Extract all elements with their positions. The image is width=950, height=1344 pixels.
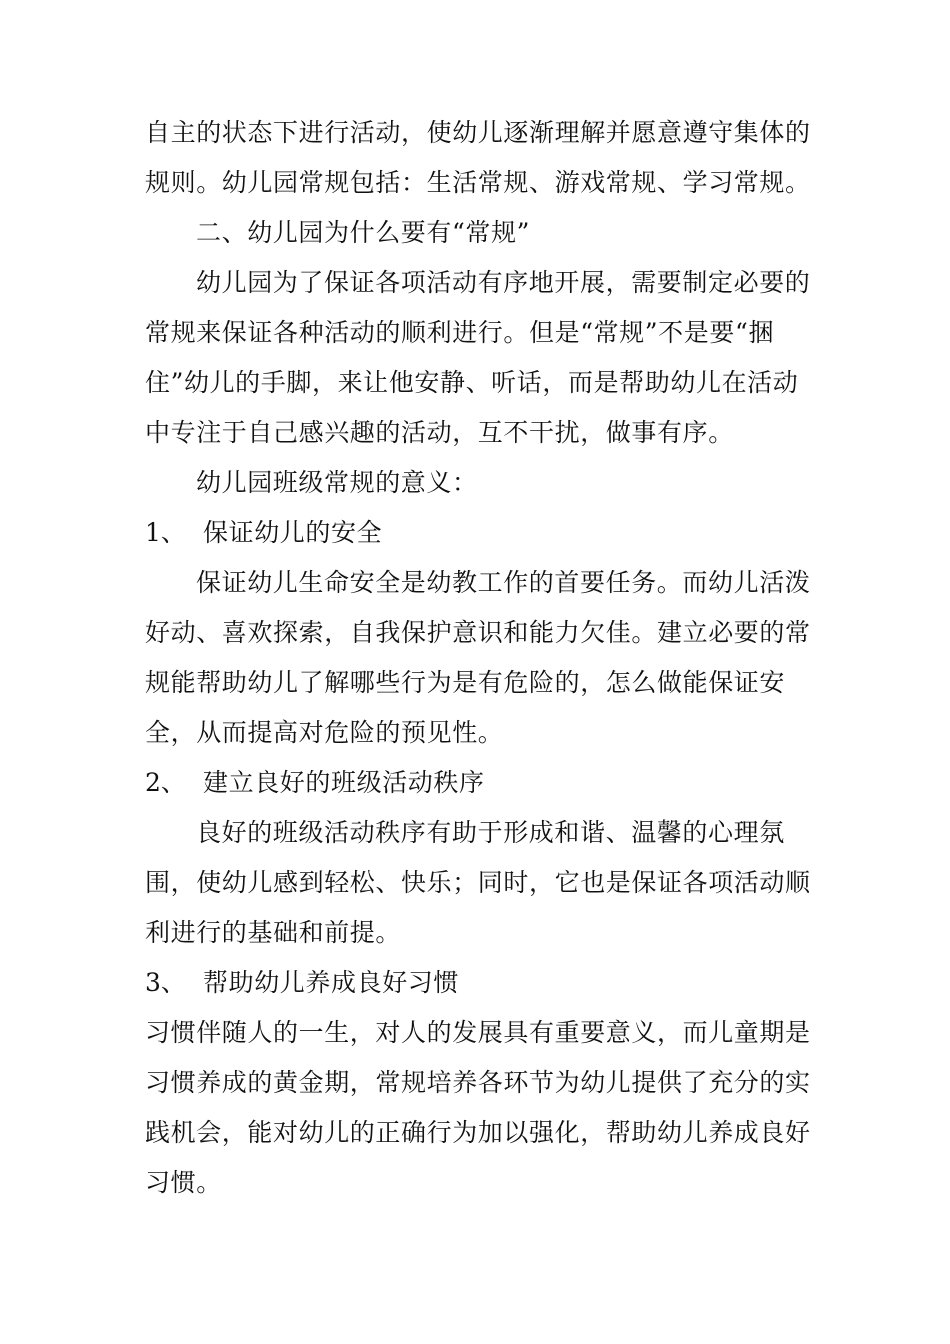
paragraph-line: 规能帮助幼儿了解哪些行为是有危险的，怎么做能保证安: [145, 668, 786, 697]
paragraph-line: 习惯养成的黄金期，常规培养各环节为幼儿提供了充分的实: [145, 1068, 811, 1097]
item-number: 3、: [145, 968, 186, 997]
paragraph-line: 良好的班级活动秩序有助于形成和谐、温馨的心理氛: [196, 818, 785, 847]
paragraph-line: 习惯。: [145, 1168, 222, 1197]
paragraph-line: 住”幼儿的手脚，来让他安静、听话，而是帮助幼儿在活动: [145, 368, 799, 397]
item-title: 建立良好的班级活动秩序: [203, 768, 485, 797]
item-title: 帮助幼儿养成良好习惯: [203, 968, 460, 997]
paragraph-line: 幼儿园为了保证各项活动有序地开展，需要制定必要的: [196, 268, 811, 297]
paragraph-line: 围，使幼儿感到轻松、快乐；同时，它也是保证各项活动顺: [145, 868, 811, 897]
paragraph-line: 自主的状态下进行活动，使幼儿逐渐理解并愿意遵守集体的: [145, 118, 811, 147]
paragraph-line: 全，从而提高对危险的预见性。: [145, 718, 504, 747]
paragraph-line: 利进行的基础和前提。: [145, 918, 402, 947]
paragraph-line: 保证幼儿生命安全是幼教工作的首要任务。而幼儿活泼: [196, 568, 811, 597]
paragraph-line: 规则。幼儿园常规包括：生活常规、游戏常规、学习常规。: [145, 168, 811, 197]
subheading: 幼儿园班级常规的意义：: [196, 468, 478, 497]
paragraph-line: 中专注于自己感兴趣的活动，互不干扰，做事有序。: [145, 418, 734, 447]
paragraph-line: 习惯伴随人的一生，对人的发展具有重要意义，而儿童期是: [145, 1018, 811, 1047]
item-number: 1、: [145, 518, 186, 547]
section-heading: 二、幼儿园为什么要有“常规”: [196, 218, 530, 247]
item-number: 2、: [145, 768, 186, 797]
paragraph-line: 践机会，能对幼儿的正确行为加以强化，帮助幼儿养成良好: [145, 1118, 811, 1147]
paragraph-line: 好动、喜欢探索，自我保护意识和能力欠佳。建立必要的常: [145, 618, 811, 647]
paragraph-line: 常规来保证各种活动的顺利进行。但是“常规”不是要“捆: [145, 318, 774, 347]
item-title: 保证幼儿的安全: [203, 518, 383, 547]
